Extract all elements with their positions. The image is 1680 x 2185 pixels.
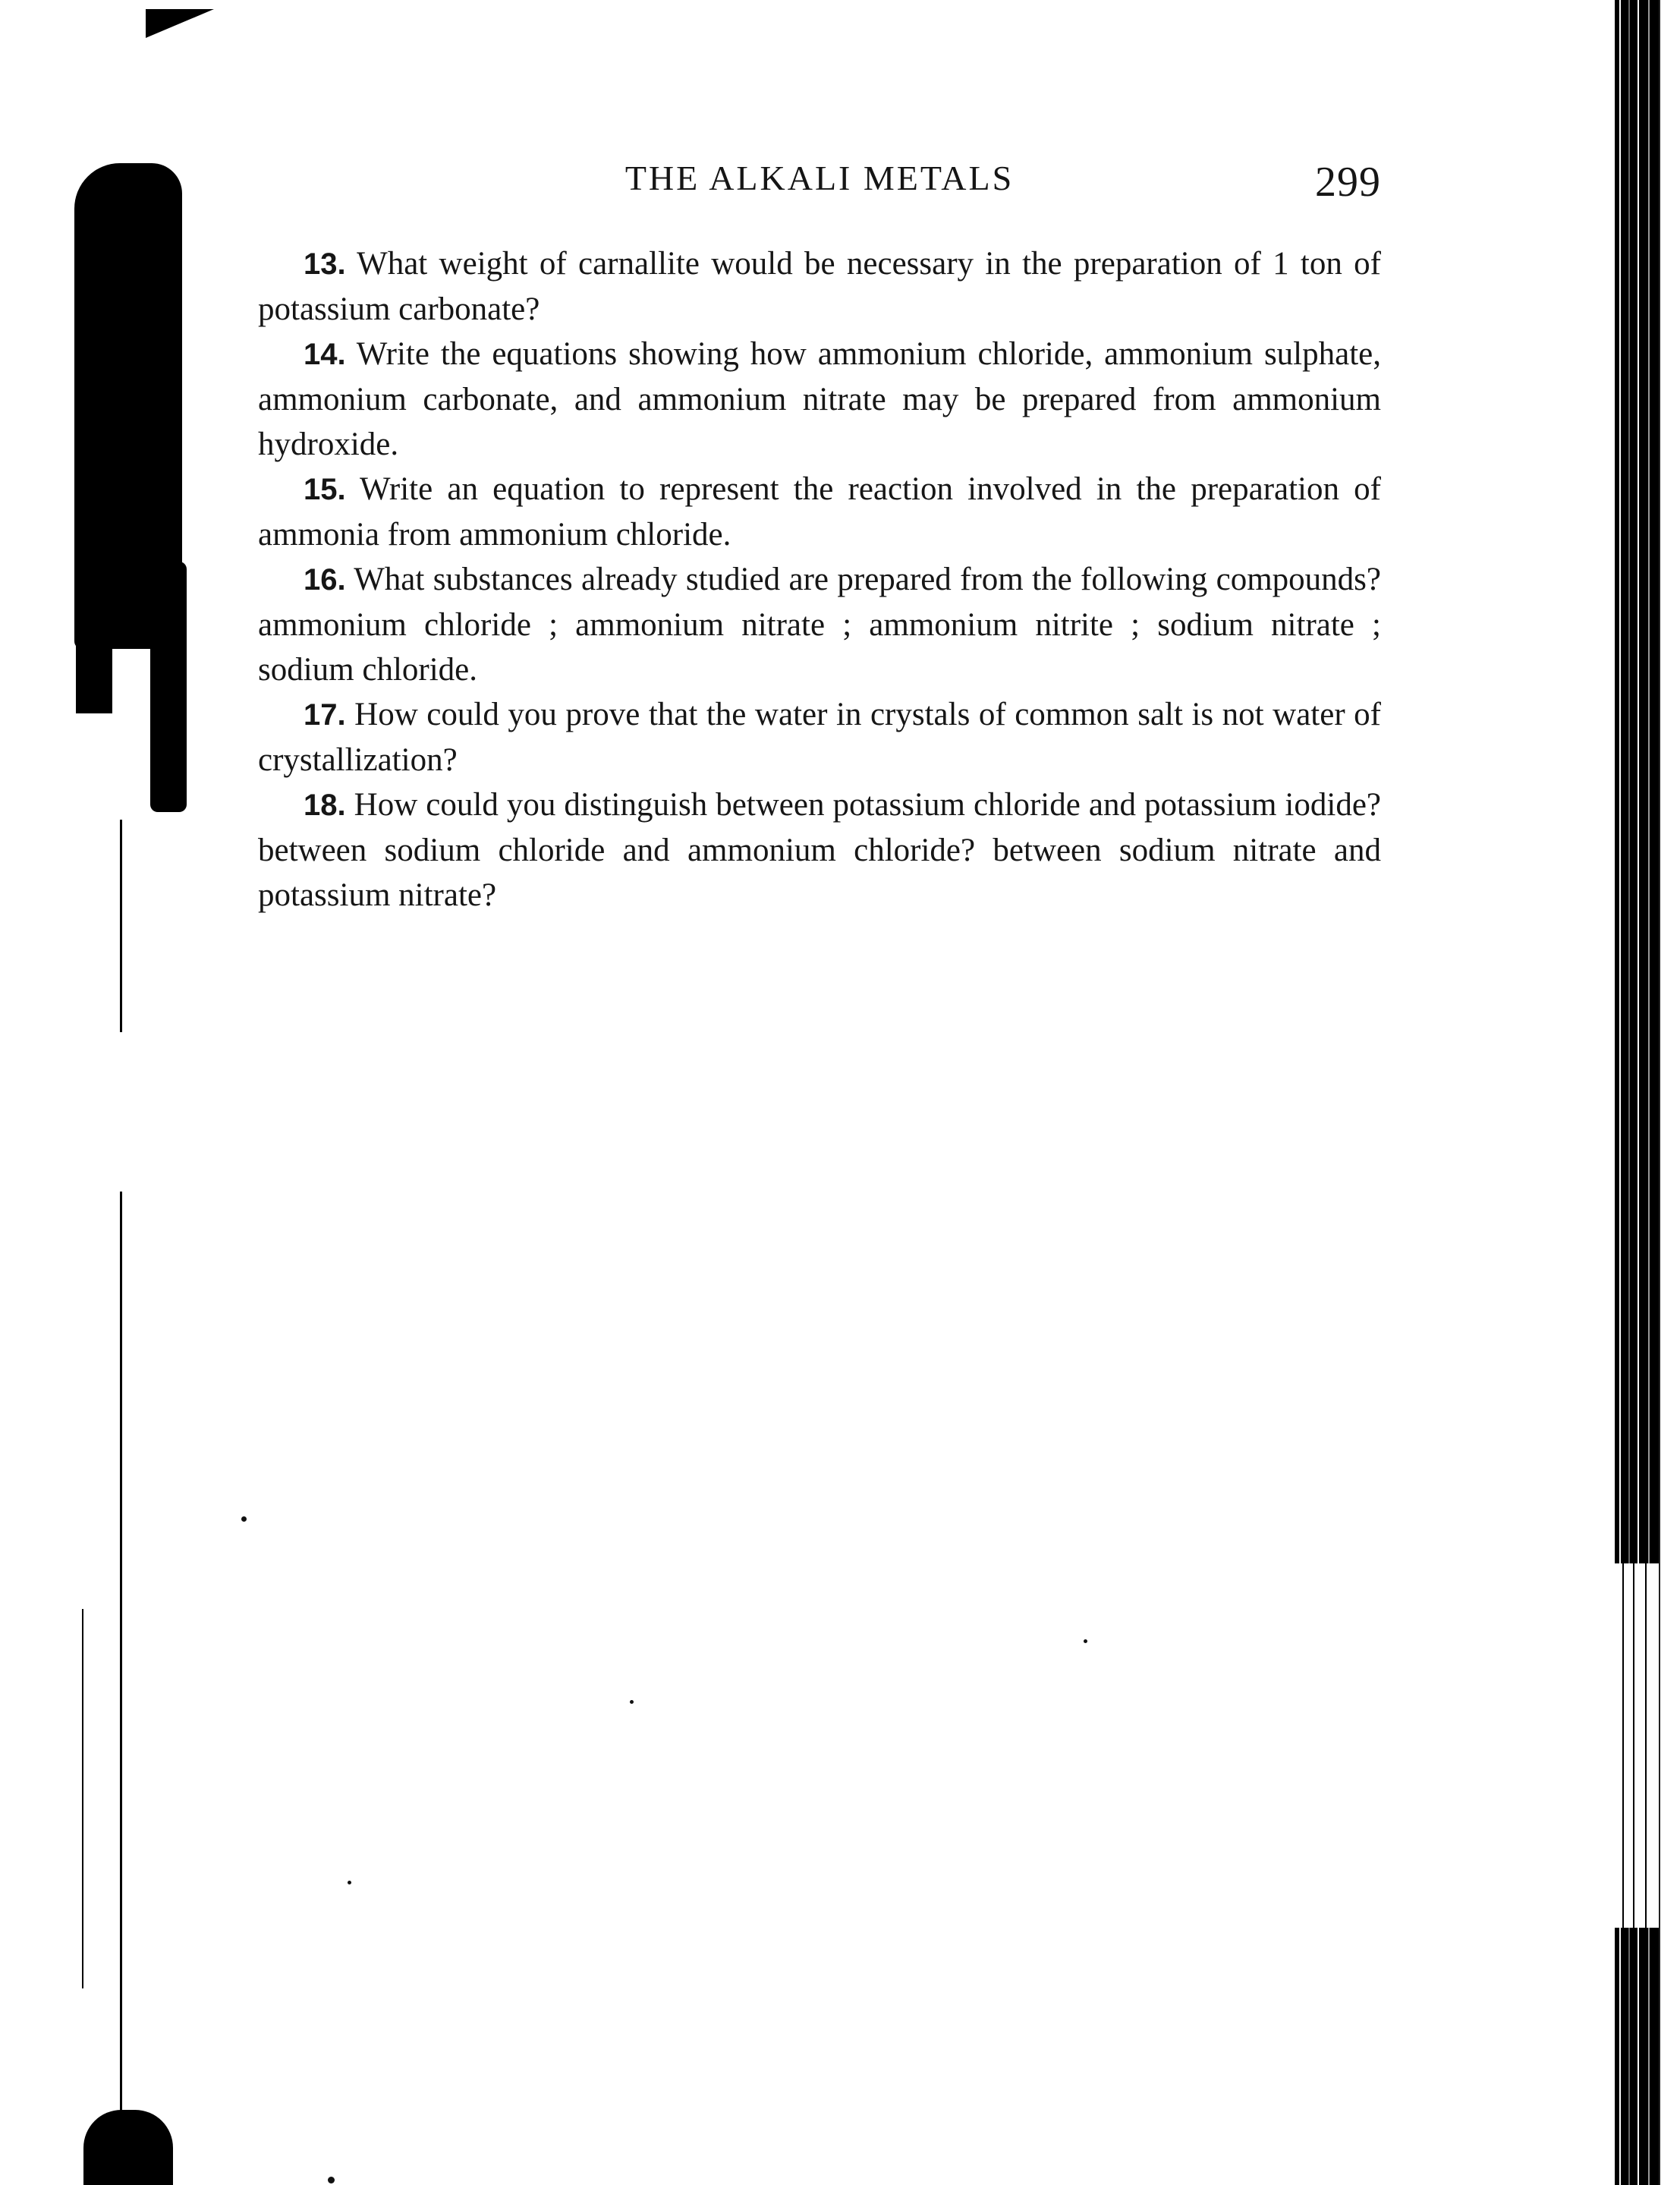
question-18 xyxy=(258,782,1381,918)
question-number: 13. xyxy=(304,247,346,281)
question-number: 18. xyxy=(304,789,346,822)
scan-speck xyxy=(630,1700,634,1704)
running-title: THE ALKALI METALS xyxy=(624,159,1015,197)
question-number: 16. xyxy=(304,563,346,597)
running-head xyxy=(258,152,1381,213)
question-number: 15. xyxy=(304,473,346,506)
question-text: What weight of carnallite would be necessary in the preparation of 1 ton of potassium carbonate? xyxy=(258,246,1381,327)
question-13 xyxy=(258,241,1381,332)
scan-page-edge xyxy=(1659,0,1680,2185)
question-text: How could you prove that the water in crystals of common salt is not water of crystallization? xyxy=(258,697,1382,778)
question-text: Write an equation to represent the reaction involved in the preparation of ammonia from ammonium chloride. xyxy=(258,471,1381,553)
question-text: Write the equations showing how ammonium chloride, ammonium sulphate, ammonium carbonate, and ammonium nitrate may be prepared from ammonium hydroxide. xyxy=(258,336,1381,462)
scan-corner-mark xyxy=(146,9,214,38)
question-17 xyxy=(258,692,1381,782)
scan-margin-line xyxy=(82,1609,83,1988)
question-14 xyxy=(258,332,1381,467)
scan-speck xyxy=(328,2177,335,2183)
scan-speck xyxy=(348,1881,351,1884)
question-text: How could you distinguish between potassium chloride and potassium iodide? between sodium chloride and ammonium chloride? between sodium nitrate and potassium nitrate? xyxy=(258,787,1381,913)
page-number: 299 xyxy=(1315,159,1381,206)
question-number: 14. xyxy=(304,338,346,371)
scan-speck xyxy=(1084,1639,1087,1643)
question-16 xyxy=(258,557,1381,692)
scan-book-spine-light xyxy=(1615,1563,1659,1928)
scan-margin-shadow-bottom xyxy=(83,2110,173,2185)
scan-margin-line xyxy=(120,820,122,1032)
scan-margin-shadow-lower xyxy=(76,577,112,713)
question-15 xyxy=(258,467,1381,557)
scan-margin-line xyxy=(120,1192,122,2133)
scan-speck xyxy=(241,1516,247,1522)
question-text: What substances already studied are prepared from the following compounds? ammonium chloride ; ammonium nitrate ; ammonium nitrite ; sodium nitrate ; sodium chloride. xyxy=(258,562,1381,688)
questions-list xyxy=(258,241,1381,918)
scan-margin-shadow-middle xyxy=(150,562,187,812)
question-number: 17. xyxy=(304,698,346,732)
